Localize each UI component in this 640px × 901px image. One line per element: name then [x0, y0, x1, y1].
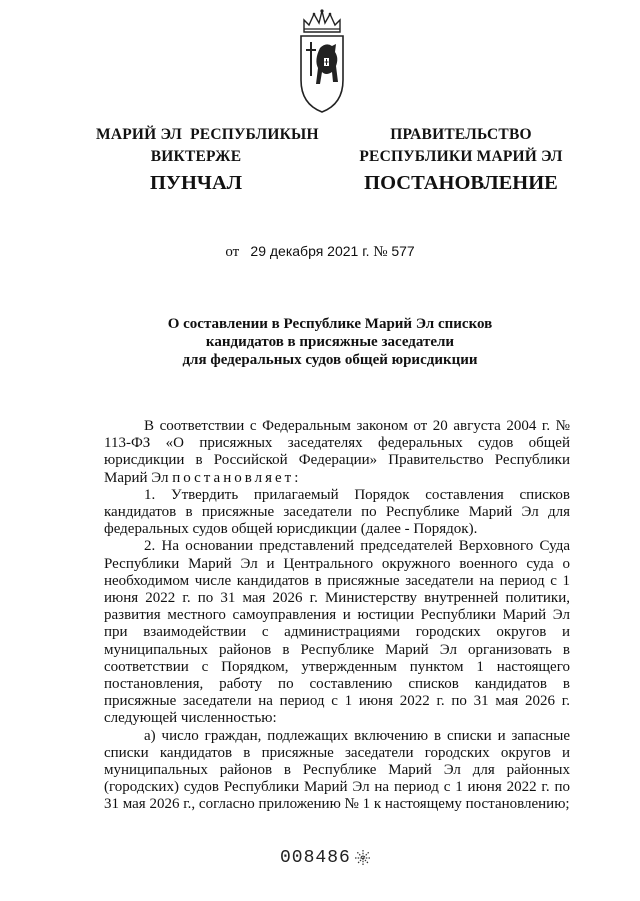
title-line1: О составлении в Республике Марий Эл списков: [167, 316, 493, 332]
item-2a-paragraph: а) число граждан, подлежащих включению в списки и запасные списки кандидатов в присяжные заседатели городских округов и муниципальных районов в Республике Марий Эл для районных (городских) судов Республики Марий Эл на период с 1 июня 2022 г. по 31 мая 2026 г., согласно приложению № 1 к настоящему постановлению;: [104, 727, 570, 813]
coat-of-arms-emblem: [298, 8, 346, 114]
document-dateline: [0, 243, 640, 261]
asterisk-stamp-icon: [354, 849, 372, 867]
title-line3: для федеральных судов общей юрисдикции: [182, 352, 478, 368]
document-body: [104, 418, 570, 814]
number-sign: №: [373, 244, 388, 260]
item-2-paragraph: 2. На основании представлений председателей Верховного Суда Республики Марий Эл и Центрального окружного военного суда о необходимом числе кандидатов в присяжные заседатели на период с 1 июня 2022 г. по 31 мая 2026 г. Министерству внутренней политики, развития местного самоуправления и юстиции Республики Марий Эл при взаимодействии с администрациями городских округов и муниципальных районов в Республике Марий Эл организовать в соответствии с Порядком, утвержденным пунктом 1 настоящего постановления, работу по составлению списков кандидатов в присяжные заседатели на период с 1 июня 2022 г. по 31 мая 2026 г. следующей численностью:: [104, 538, 570, 727]
item-1-paragraph: 1. Утвердить прилагаемый Порядок составления списков кандидатов в присяжные заседатели по Республике Марий Эл для федеральных судов общей юрисдикции (далее - Порядок).: [104, 486, 570, 538]
document-title: [140, 315, 520, 369]
title-line2: кандидатов в присяжные заседатели: [205, 334, 455, 350]
document-number: 577: [391, 243, 415, 259]
header-left-title: [96, 124, 319, 168]
decree-word: постановляет:: [172, 469, 302, 486]
preamble-text: В соответствии с Федеральным законом от 20 августа 2004 г. № 113-ФЗ «О присяжных заседателях федеральных судов общей юрисдикции в Российской Федерации» Правительство Республики Марий Эл: [104, 418, 570, 486]
header-right-title: [356, 124, 566, 168]
header-left-line1: МАРИЙ ЭЛ РЕСПУБЛИКЫН: [96, 126, 319, 143]
dateline-prefix: от: [225, 244, 240, 260]
preamble-paragraph: [104, 418, 570, 487]
document-date: 29 декабря 2021 г.: [250, 243, 370, 259]
header-left-line2: ВИКТЕРЖЕ: [150, 148, 242, 165]
header-right-doc-type: ПОСТАНОВЛЕНИЕ: [364, 172, 558, 194]
header-right-line2: РЕСПУБЛИКИ МАРИЙ ЭЛ: [359, 148, 563, 165]
serial-number-stamp: 008486: [280, 848, 351, 868]
header-left-doc-type: ПУНЧАЛ: [149, 172, 243, 194]
header-right-line1: ПРАВИТЕЛЬСТВО: [390, 126, 532, 143]
